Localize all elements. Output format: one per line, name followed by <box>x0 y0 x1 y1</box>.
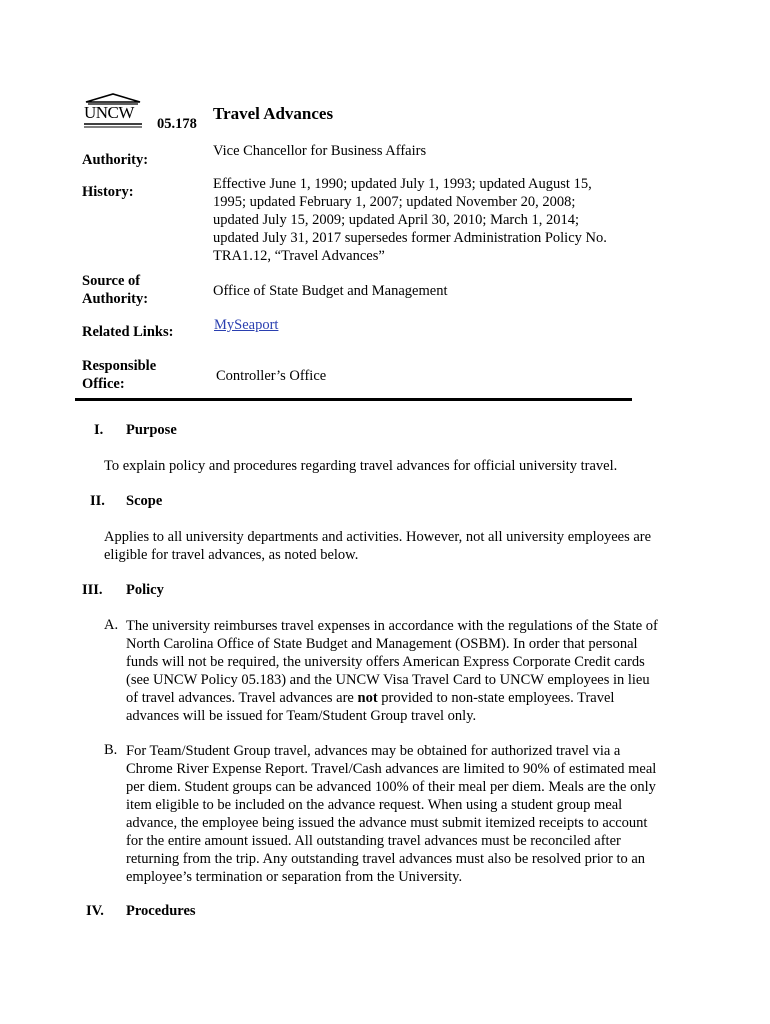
header-divider <box>75 398 632 401</box>
section-1-number: I. <box>94 422 104 438</box>
authority-label: Authority: <box>82 152 149 168</box>
section-2-title: Scope <box>126 493 163 509</box>
section-4-title: Procedures <box>126 903 196 919</box>
policy-item-a-letter: A. <box>104 617 119 633</box>
myseaport-link[interactable]: MySeaport <box>214 317 279 333</box>
section-2-number: II. <box>90 493 105 509</box>
source-label: Source of Authority: <box>82 273 149 307</box>
responsible-office-value: Controller’s Office <box>216 368 327 384</box>
section-3-title: Policy <box>126 582 164 598</box>
section-1-text: To explain policy and procedures regarding travel advances for official university travel. <box>104 458 618 474</box>
policy-item-b-text: For Team/Student Group travel, advances may be obtained for authorized travel via a Chrome River Expense Report. Travel/Cash advances are limited to 90% of estimated meal per diem. Student groups can be advanced 100% of their meal per diem. Meals are the only item eligible to be included on the advance request. When using a student group meal advance, the employee being issued the advance must submit itemized receipts to account for the entire amount issued. All outstanding travel advances must be reconciled after returning from the trip. Any outstanding travel advances must also be resolved prior to an employee’s termination or separation from the University. <box>126 743 657 885</box>
section-2-text: Applies to all university departments and activities. However, not all university employees are eligible for travel advances, as noted below. <box>104 529 652 563</box>
authority-value: Vice Chancellor for Business Affairs <box>213 143 427 159</box>
policy-number: 05.178 <box>157 116 197 132</box>
responsible-office-label: Responsible Office: <box>82 358 157 392</box>
source-value: Office of State Budget and Management <box>213 283 448 299</box>
page-title: Travel Advances <box>213 104 334 123</box>
history-value: Effective June 1, 1990; updated July 1, 1993; updated August 15, 1995; updated February 1, 2007; updated November 20, 2008; updated July 15, 2009; updated April 30, 2010; March 1, 2014; updated July 31, 2017 supersedes former Administration Policy No. TRA1.12, “Travel Advances” <box>213 176 607 264</box>
section-1-title: Purpose <box>126 422 177 438</box>
policy-item-a-text: The university reimburses travel expenses in accordance with the regulations of the State of North Carolina Office of State Budget and Management (OSBM). In order that personal funds will not be required, the university offers American Express Corporate Credit cards (see UNCW Policy 05.183) and the UNCW Visa Travel Card to UNCW employees in lieu of travel advances. Travel advances are not provided to non-state employees. Travel advances will be issued for Team/Student Group travel only. <box>126 618 658 724</box>
logo-text: UNCW <box>84 103 134 122</box>
uncw-logo <box>82 92 144 128</box>
section-4-number: IV. <box>86 903 104 919</box>
section-3-number: III. <box>82 582 103 598</box>
history-label: History: <box>82 184 134 200</box>
policy-item-b-letter: B. <box>104 742 118 758</box>
related-links-label: Related Links: <box>82 324 174 340</box>
